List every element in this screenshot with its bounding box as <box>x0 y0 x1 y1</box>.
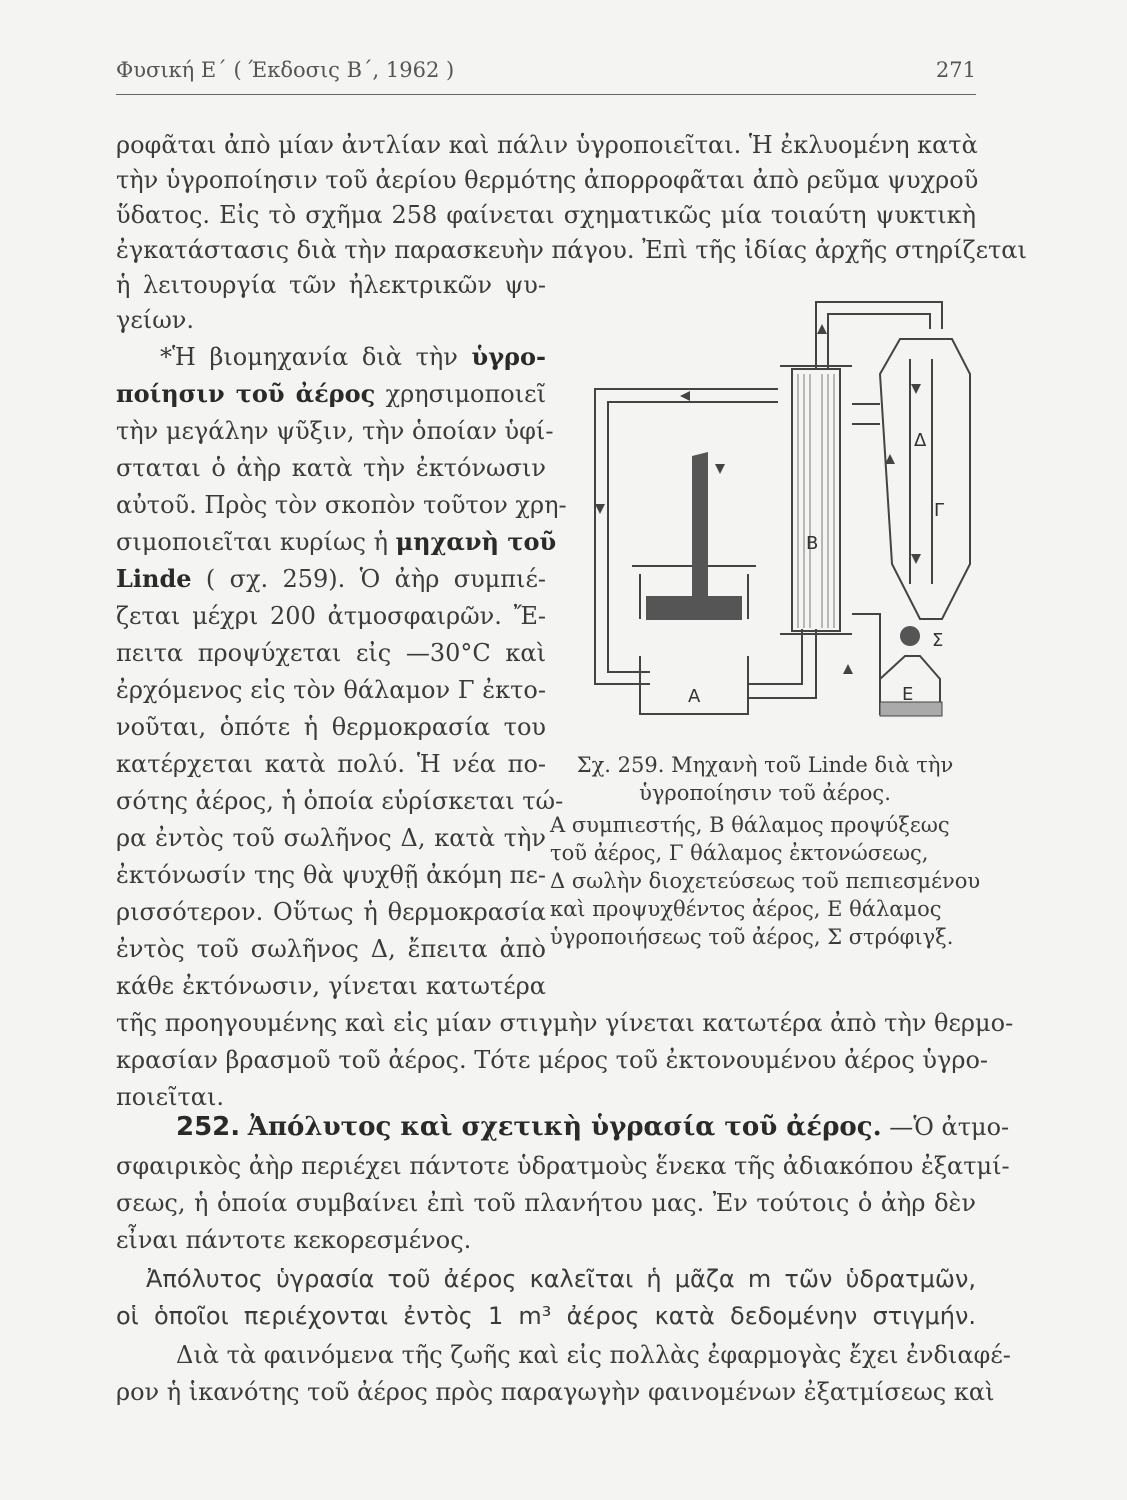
figure-caption-title: Σχ. 259. Μηχανὴ τοῦ Linde διὰ τὴν <box>576 753 954 777</box>
chamber-g <box>880 339 970 619</box>
linde-line: ποιεῖται. <box>116 1083 224 1111</box>
figure-caption-title: ὑγροποίησιν τοῦ ἀέρος. <box>639 781 891 805</box>
chamber-b <box>792 369 840 631</box>
label-s: Σ <box>932 630 944 651</box>
bold-term: Linde <box>116 564 192 593</box>
stopcock <box>900 626 920 646</box>
label-d: Δ <box>914 430 927 451</box>
linde-line: ρισσότερον. Οὕτως ἡ θερμοκρασία <box>116 898 546 926</box>
bold-term: ποίησιν τοῦ ἀέρος <box>116 379 376 408</box>
label-a: A <box>688 686 701 707</box>
bold-term: μηχανὴ τοῦ <box>395 527 557 556</box>
section-line: σφαιρικὸς ἀὴρ περιέχει πάντοτε ὑδρατμοὺς ἕνεκα τῆς ἀδιακόπου ἐξατμί- <box>116 1152 1010 1180</box>
closing-line: ρον ἡ ἱκανότης τοῦ ἀέρος πρὸς παραγωγὴν φαινομένων ἐξατμίσεως καὶ <box>116 1378 995 1406</box>
linde-line: ἐρχόμενος εἰς τὸν θάλαμον Γ ἐκτο- <box>116 676 546 704</box>
figure-caption-line: Α συμπιεστής, Β θάλαμος προψύξεως <box>550 813 950 837</box>
figure-caption-line: ὑγροποιήσεως τοῦ ἀέρος, Σ στρόφιγξ. <box>550 925 954 949</box>
linde-machine-diagram <box>580 284 980 744</box>
figure-caption-line: καὶ προψυχθέντος ἀέρος, Ε θάλαμος <box>550 897 942 921</box>
linde-line: ἐντὸς τοῦ σωλῆνος Δ, ἔπειτα ἀπὸ <box>116 935 546 963</box>
intro-line: ἡ λειτουργία τῶν ἠλεκτρικῶν ψυ- <box>116 271 546 299</box>
figure-caption-line: Δ σωλὴν διοχετεύσεως τοῦ πεπιεσμένου <box>550 869 981 893</box>
linde-line: σταται ὁ ἀὴρ κατὰ τὴν ἐκτόνωσιν <box>116 454 546 482</box>
intro-line: ἐγκατάστασις διὰ τὴν παρασκευὴν πάγου. Ἐπὶ τῆς ἰδίας ἀρχῆς στηρίζεται <box>116 236 1027 264</box>
linde-line: σότης ἀέρος, ἡ ὁποία εὑρίσκεται τώ- <box>116 787 564 815</box>
pipe-top <box>816 302 942 369</box>
pipe-left <box>595 389 778 684</box>
closing-line: Διὰ τὰ φαινόμενα τῆς ζωῆς καὶ εἰς πολλὰς ἐφαρμογὰς ἔχει ἐνδιαφέ- <box>176 1341 1011 1369</box>
label-e: E <box>902 684 914 705</box>
linde-line: τὴν μεγάλην ψῦξιν, τὴν ὁποίαν ὑφί- <box>116 417 554 445</box>
intro-line: γείων. <box>116 306 194 334</box>
definition-line: Ἀπόλυτος ὑγρασία τοῦ ἀέρος καλεῖται ἡ μᾶζα m τῶν ὑδρατμῶν, <box>146 1265 976 1293</box>
running-title: Φυσική Ε΄ ( Έκδοσις Β΄, 1962 ) <box>116 58 455 82</box>
linde-line: ρα ἐντὸς τοῦ σωλῆνος Δ, κατὰ τὴν <box>116 824 546 852</box>
section-title: Ἀπόλυτος καὶ σχετικὴ ὑγρασία τοῦ ἀέρος. <box>247 1112 882 1142</box>
linde-line: σιμοποιεῖται κυρίως ἡ μηχανὴ τοῦ <box>116 527 557 556</box>
linde-line: ἐκτόνωσίν της θὰ ψυχθῇ ἀκόμη πε- <box>116 861 546 889</box>
bold-term: ὑγρο- <box>471 342 546 371</box>
section-number: 252. <box>176 1112 241 1142</box>
linde-line: νοῦται, ὁπότε ἡ θερμοκρασία του <box>116 713 546 741</box>
piston <box>646 596 742 620</box>
linde-line: κάθε ἐκτόνωσιν, γίνεται κατωτέρα <box>116 972 546 1000</box>
linde-line: *Ἡ βιομηχανία διὰ τὴν ὑγρο- <box>160 342 546 371</box>
linde-line: Linde ( σχ. 259). Ὁ ἀὴρ συμπιέ- <box>116 564 546 593</box>
label-b: B <box>806 533 819 554</box>
intro-line: ροφᾶται ἀπὸ μίαν ἀντλίαν καὶ πάλιν ὑγροποιεῖται. Ἡ ἐκλυομένη κατὰ <box>116 131 978 159</box>
page-number: 271 <box>935 58 976 82</box>
section-line: εἶναι πάντοτε κεκορεσμένος. <box>116 1226 472 1254</box>
section-heading-line: 252. Ἀπόλυτος καὶ σχετικὴ ὑγρασία τοῦ ἀέρος. —Ὁ ἀτμο- <box>176 1112 1010 1142</box>
section-line: σεως, ἡ ὁποία συμβαίνει ἐπὶ τοῦ πλανήτου μας. Ἐν τούτοις ὁ ἀὴρ δὲν <box>116 1189 976 1217</box>
linde-line: κατέρχεται κατὰ πολύ. Ἡ νέα πο- <box>116 750 546 778</box>
label-g: Γ <box>934 500 945 521</box>
linde-line: ζεται μέχρι 200 ἀτμοσφαιρῶν. Ἔ- <box>116 602 546 630</box>
tube-d <box>910 359 932 584</box>
linde-line: ποίησιν τοῦ ἀέρος χρησιμοποιεῖ <box>116 379 546 408</box>
linde-line: τῆς προηγουμένης καὶ εἰς μίαν στιγμὴν γίνεται κατωτέρα ἀπὸ τὴν θερμο- <box>116 1009 1014 1037</box>
linde-line: κρασίαν βρασμοῦ τοῦ ἀέρος. Τότε μέρος τοῦ ἐκτονουμένου ἀέρος ὑγρο- <box>116 1046 989 1074</box>
figure-caption-line: τοῦ ἀέρος, Γ θάλαμος ἐκτονώσεως, <box>550 841 929 865</box>
linde-line: πειτα προψύχεται εἰς —30°C καὶ <box>116 639 546 667</box>
piston-rod <box>692 452 708 596</box>
header-rule <box>116 94 976 95</box>
definition-line: οἱ ὁποῖοι περιέχονται ἐντὸς 1 m³ ἀέρος κατὰ δεδομένην στιγμήν. <box>116 1302 976 1330</box>
linde-line: αὐτοῦ. Πρὸς τὸν σκοπὸν τοῦτον χρη- <box>116 491 567 519</box>
intro-line: ὕδατος. Εἰς τὸ σχῆμα 258 φαίνεται σχηματικῶς μία τοιαύτη ψυκτικὴ <box>116 201 976 229</box>
intro-line: τὴν ὑγροποίησιν τοῦ ἀερίου θερμότης ἀπορροφᾶται ἀπὸ ρεῦμα ψυχροῦ <box>116 166 979 194</box>
running-header <box>116 58 976 88</box>
